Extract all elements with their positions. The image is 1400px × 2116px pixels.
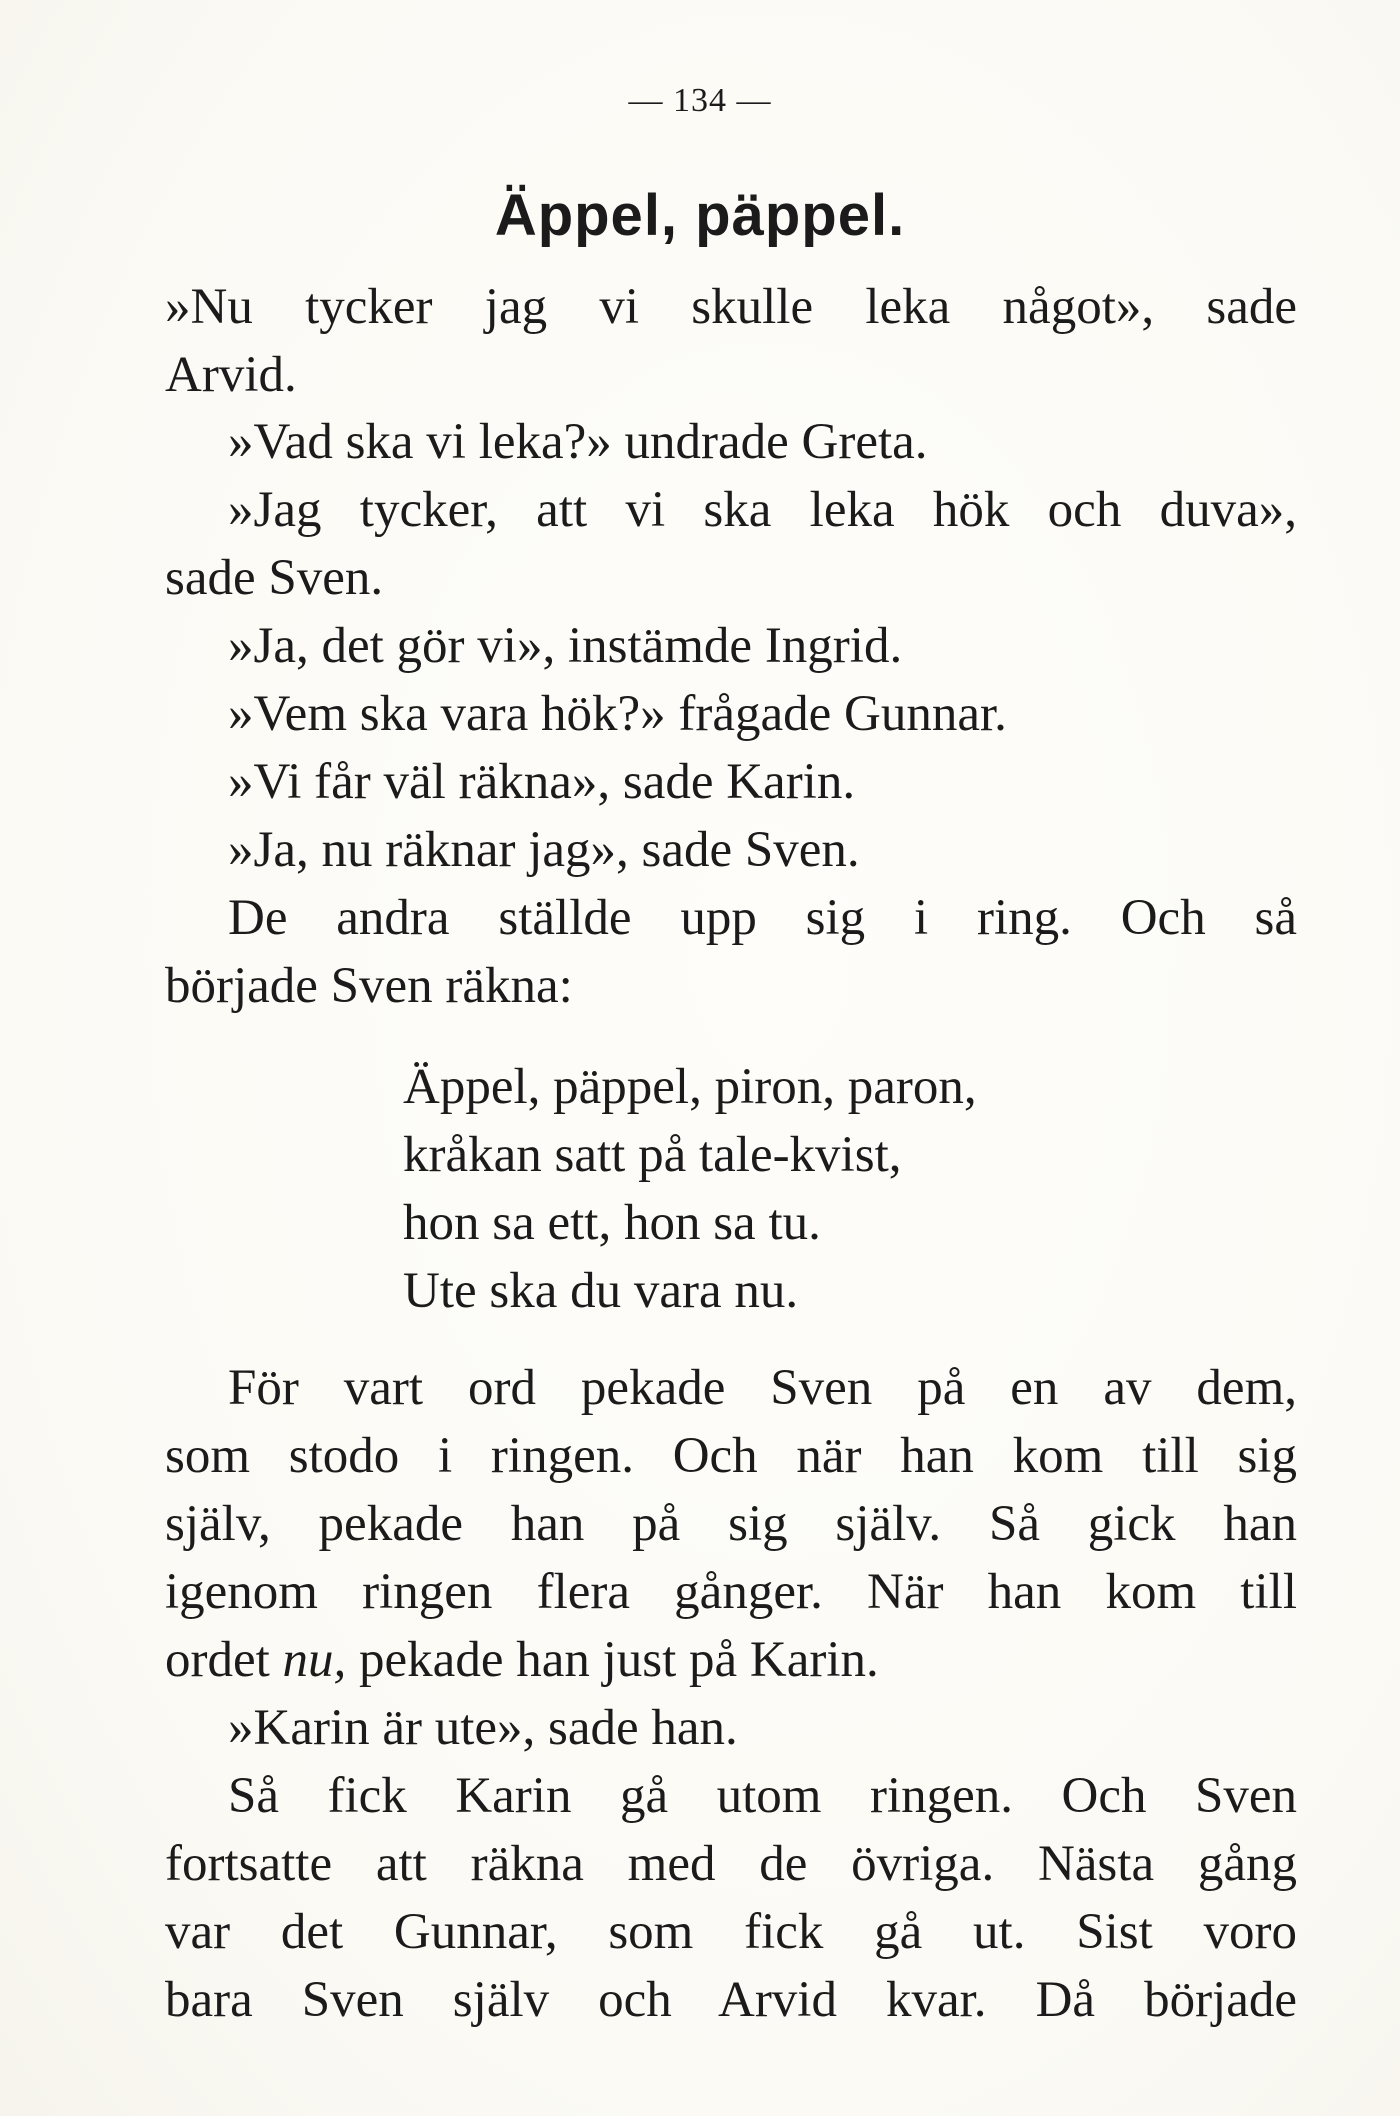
text-line: »Karin är ute», sade han. (228, 1700, 738, 1756)
text-line: själv, pekade han på sig själv. Så gick han (165, 1496, 1297, 1552)
text-line: igenom ringen flera gånger. När han kom till (165, 1564, 1297, 1620)
page-number: — 134 — (628, 82, 772, 119)
italic-word: nu, (282, 1632, 347, 1688)
text-line: bara Sven själv och Arvid kvar. Då började (165, 1972, 1297, 2028)
text-line: som stodo i ringen. Och när han kom till sig (165, 1428, 1297, 1484)
text-line: började Sven räkna: (165, 958, 573, 1014)
text-line: var det Gunnar, som fick gå ut. Sist voro (165, 1904, 1297, 1960)
text-line: sade Sven. (165, 550, 384, 606)
text-fragment: ordet (165, 1632, 270, 1688)
text-line: Så fick Karin gå utom ringen. Och Sven (228, 1768, 1297, 1824)
text-line: För vart ord pekade Sven på en av dem, (228, 1360, 1297, 1416)
text-line: »Vad ska vi leka?» undrade Greta. (228, 414, 928, 470)
verse-line: Äppel, päppel, piron, paron, (403, 1059, 977, 1115)
verse-line: hon sa ett, hon sa tu. (403, 1195, 821, 1251)
text-line: »Vi får väl räkna», sade Karin. (228, 754, 856, 810)
text-line: »Nu tycker jag vi skulle leka något», sade (165, 279, 1297, 335)
verse-line: kråkan satt på tale-kvist, (403, 1127, 902, 1183)
text-line: »Ja, nu räknar jag», sade Sven. (228, 822, 860, 878)
text-line: »Jag tycker, att vi ska leka hök och duva», (228, 482, 1297, 538)
text-line: fortsatte att räkna med de övriga. Nästa gång (165, 1836, 1297, 1892)
chapter-title: Äppel, päppel. (494, 183, 906, 248)
text-fragment: pekade han just på Karin. (359, 1632, 879, 1688)
text-line: »Ja, det gör vi», instämde Ingrid. (228, 618, 903, 674)
text-line: »Vem ska vara hök?» frågade Gunnar. (228, 686, 1007, 742)
text-line: Arvid. (165, 347, 297, 403)
verse-line: Ute ska du vara nu. (403, 1263, 799, 1319)
text-line (165, 1630, 1297, 1690)
text-line: De andra ställde upp sig i ring. Och så (228, 890, 1297, 946)
